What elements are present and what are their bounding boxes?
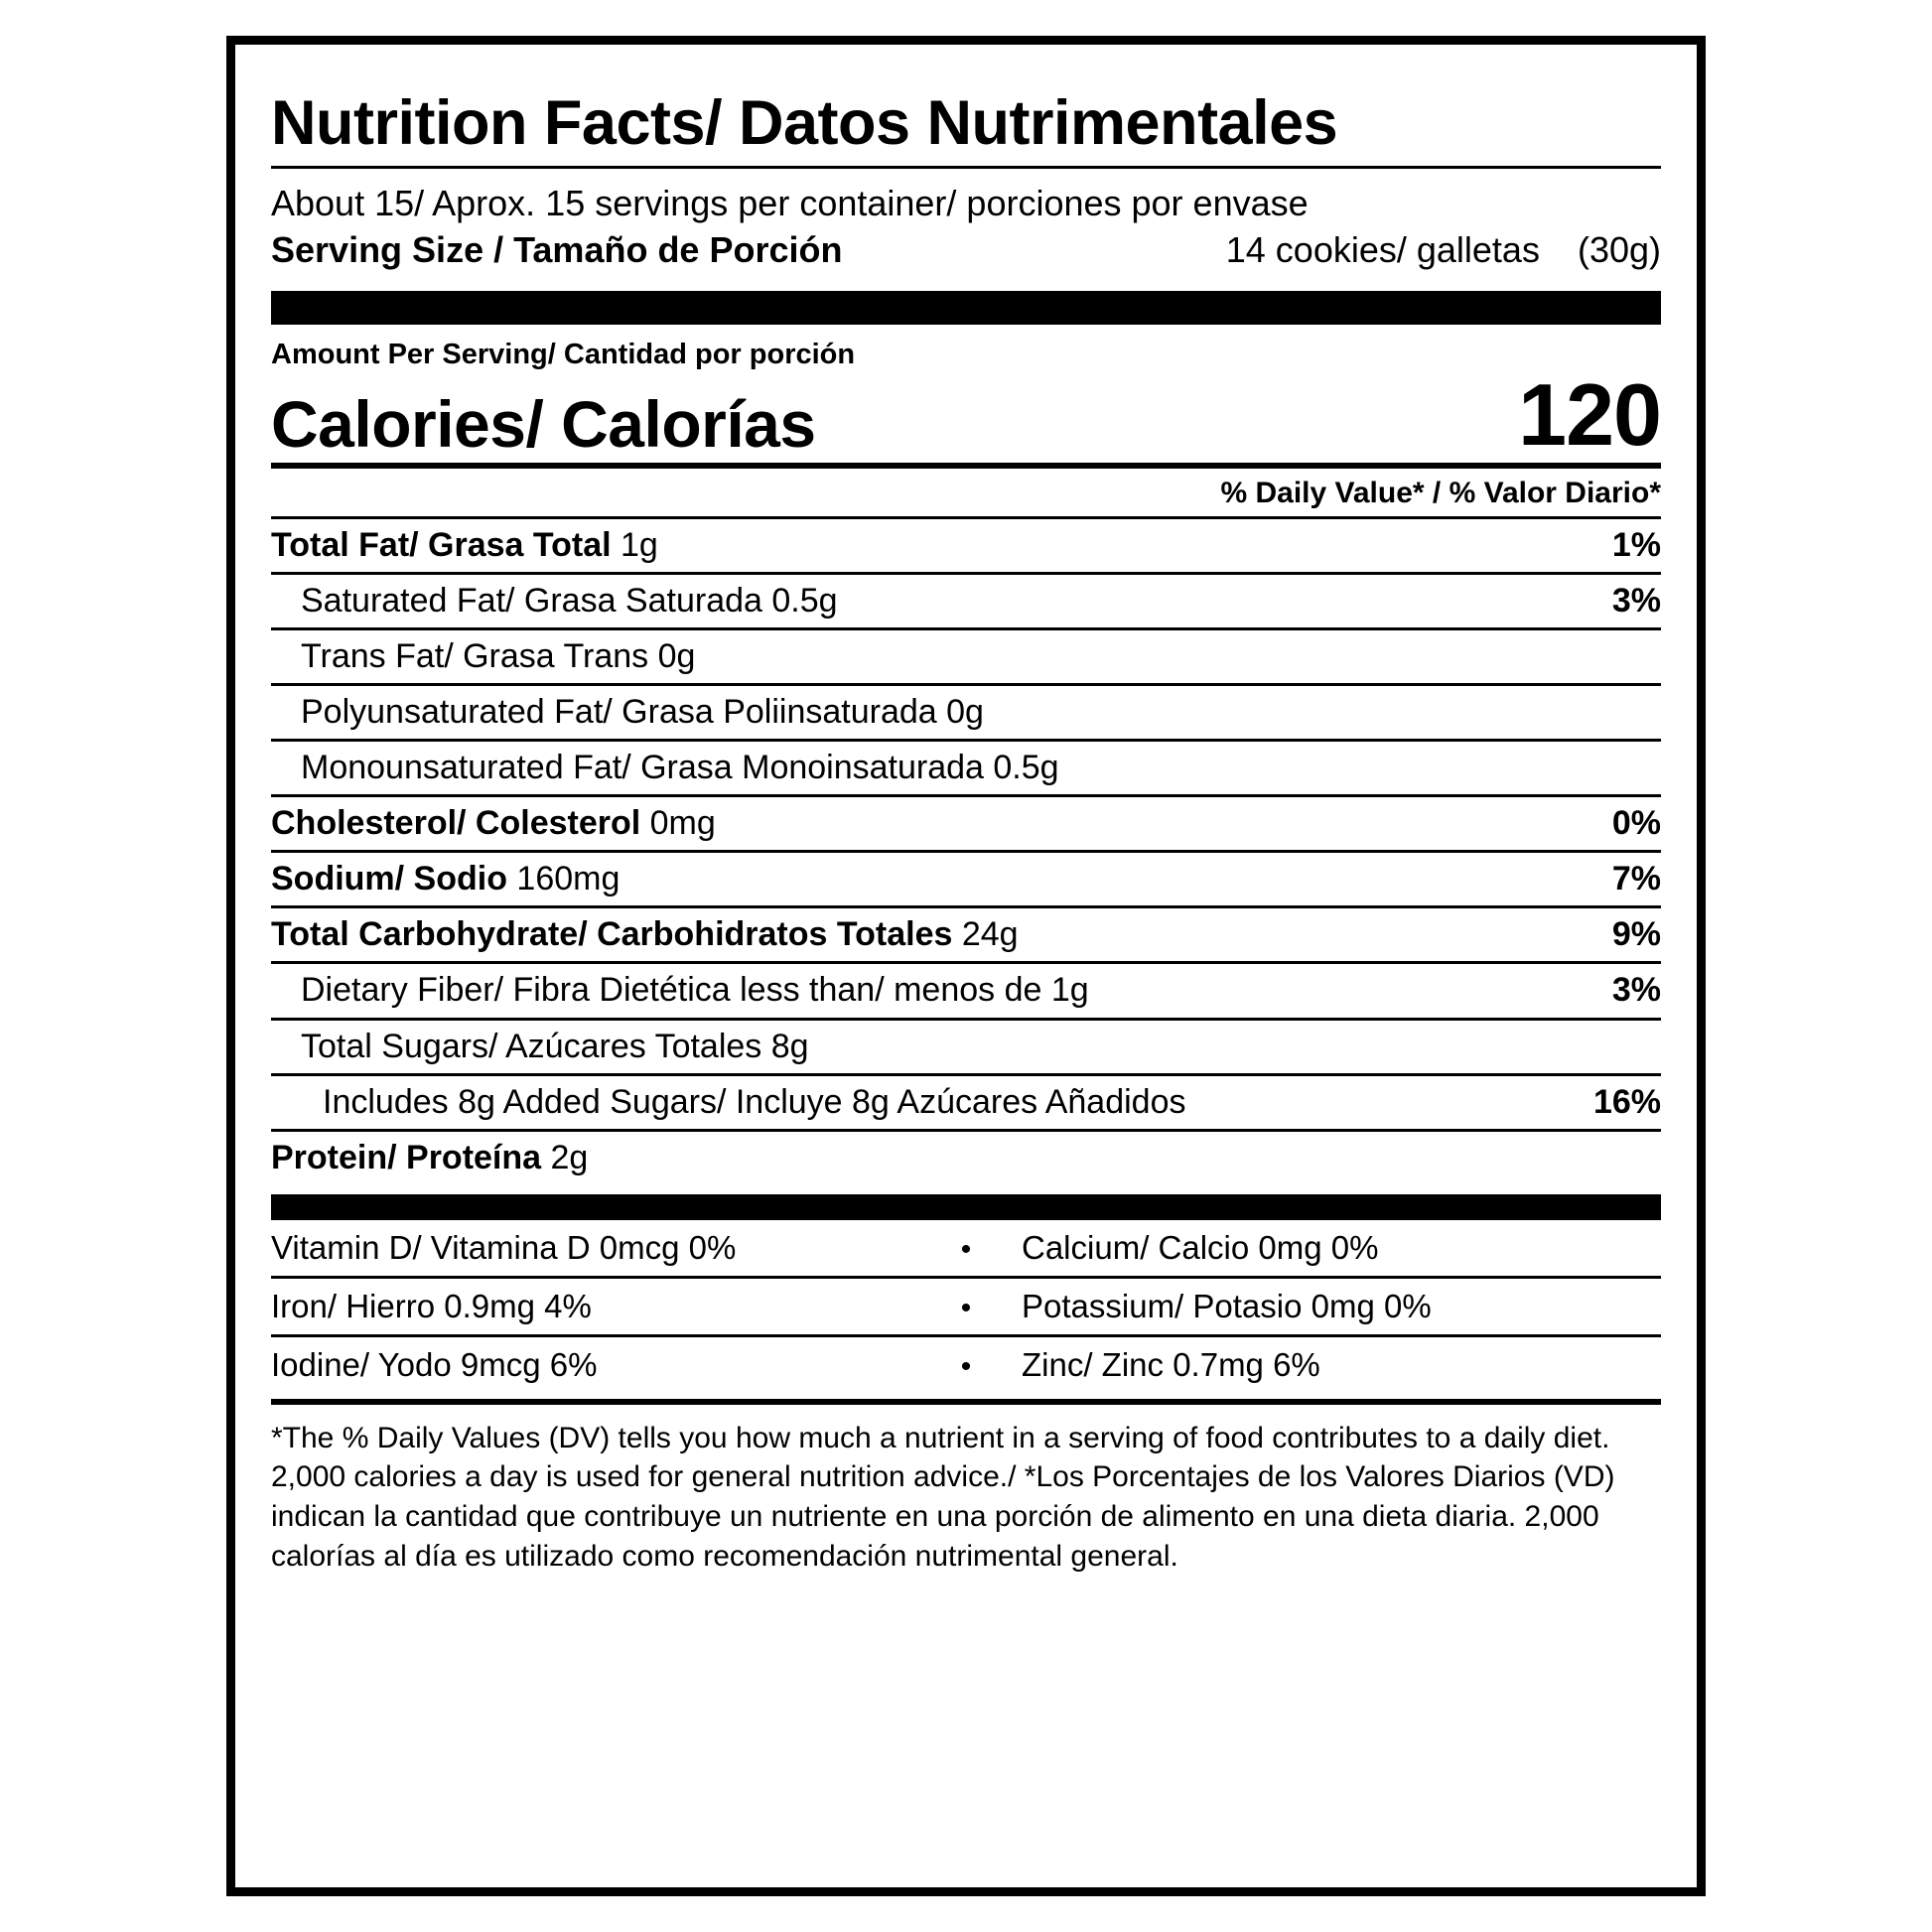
nutrient-daily-value: 0% — [1611, 804, 1661, 843]
daily-value-header: % Daily Value* / % Valor Diario* — [1220, 476, 1661, 509]
nutrient-row — [271, 905, 1661, 961]
nutrient-list — [271, 516, 1661, 1184]
bullet-icon: • — [960, 1232, 972, 1266]
nutrient-name: Polyunsaturated Fat/ Grasa Poliinsaturada 0g — [301, 693, 984, 732]
nutrient-row — [271, 739, 1661, 794]
page-title: Nutrition Facts/ Datos Nutrimentales — [271, 88, 1338, 158]
vitamin-list — [271, 1220, 1661, 1393]
nutrient-name: Total Sugars/ Azúcares Totales 8g — [301, 1027, 809, 1065]
nutrient-row — [271, 794, 1661, 850]
vitamin-right: Potassium/ Potasio 0mg 0% — [1022, 1287, 1432, 1324]
nutrient-daily-value: 3% — [1611, 971, 1661, 1010]
bullet-icon: • — [960, 1349, 972, 1383]
serving-size-row — [271, 227, 1661, 285]
nutrient-row — [271, 516, 1661, 572]
bullet-icon: • — [960, 1291, 972, 1324]
divider-thick-top — [271, 291, 1661, 325]
nutrient-name: Trans Fat/ Grasa Trans 0g — [301, 636, 696, 675]
nutrient-name: Total Fat/ Grasa Total 1g — [271, 525, 658, 564]
nutrient-row — [271, 961, 1661, 1017]
serving-size-value: 14 cookies/ galletas — [1225, 229, 1540, 271]
vitamin-left: Vitamin D/ Vitamina D 0mcg 0% — [271, 1228, 737, 1266]
serving-size-label: Serving Size / Tamaño de Porción — [271, 229, 843, 271]
amount-per-serving-label: Amount Per Serving/ Cantidad por porción — [271, 339, 856, 371]
serving-size-weight: (30g) — [1577, 229, 1661, 271]
calories-label: Calories/ Calorías — [271, 386, 816, 461]
nutrient-daily-value: 16% — [1592, 1082, 1661, 1121]
nutrient-name: Sodium/ Sodio 160mg — [271, 860, 621, 898]
vitamin-left: Iodine/ Yodo 9mcg 6% — [271, 1345, 598, 1383]
nutrient-row — [271, 1073, 1661, 1129]
nutrient-name: Cholesterol/ Colesterol 0mg — [271, 804, 716, 843]
vitamin-row — [271, 1220, 1661, 1276]
nutrient-daily-value: 9% — [1611, 915, 1661, 954]
nutrient-row — [271, 850, 1661, 905]
footnote: *The % Daily Values (DV) tells you how much a nutrient in a serving of food contributes to a daily diet. 2,000 calories a day is used for general nutrition advice./ *Los Porcentajes de los Valores Diarios (VD) indican la cantidad que contribuye un nutriente en una porción de alimento en una dieta diaria. 2,000 calorías al día es utilizado como recomendación nutrimental general. — [271, 1421, 1615, 1573]
vitamin-right: Zinc/ Zinc 0.7mg 6% — [1022, 1345, 1320, 1383]
nutrient-row — [271, 683, 1661, 739]
vitamin-left: Iron/ Hierro 0.9mg 4% — [271, 1287, 592, 1324]
nutrient-name: Saturated Fat/ Grasa Saturada 0.5g — [301, 581, 838, 620]
nutrient-daily-value: 1% — [1611, 525, 1661, 564]
servings-per-container: About 15/ Aprox. 15 servings per container/ porciones por envase — [271, 183, 1309, 224]
vitamin-row — [271, 1334, 1661, 1393]
nutrient-name: Dietary Fiber/ Fibra Dietética less than/ menos de 1g — [301, 971, 1089, 1010]
calories-row — [271, 365, 1661, 465]
nutrient-row — [271, 1018, 1661, 1073]
nutrient-row — [271, 1129, 1661, 1184]
nutrient-name: Protein/ Proteína 2g — [271, 1138, 589, 1176]
nutrient-daily-value: 7% — [1611, 860, 1661, 898]
nutrient-name: Total Carbohydrate/ Carbohidratos Totales 24g — [271, 915, 1019, 954]
vitamin-row — [271, 1276, 1661, 1334]
nutrient-name: Includes 8g Added Sugars/ Incluye 8g Azúcares Añadidos — [323, 1082, 1186, 1121]
nutrient-row — [271, 572, 1661, 627]
nutrient-row — [271, 627, 1661, 683]
divider-thick-vitamins — [271, 1194, 1661, 1220]
vitamin-right: Calcium/ Calcio 0mg 0% — [1022, 1228, 1379, 1266]
nutrition-facts-label — [226, 36, 1706, 1896]
nutrient-name: Monounsaturated Fat/ Grasa Monoinsaturada 0.5g — [301, 749, 1059, 787]
calories-value: 120 — [1518, 365, 1661, 465]
nutrient-daily-value: 3% — [1611, 581, 1661, 620]
